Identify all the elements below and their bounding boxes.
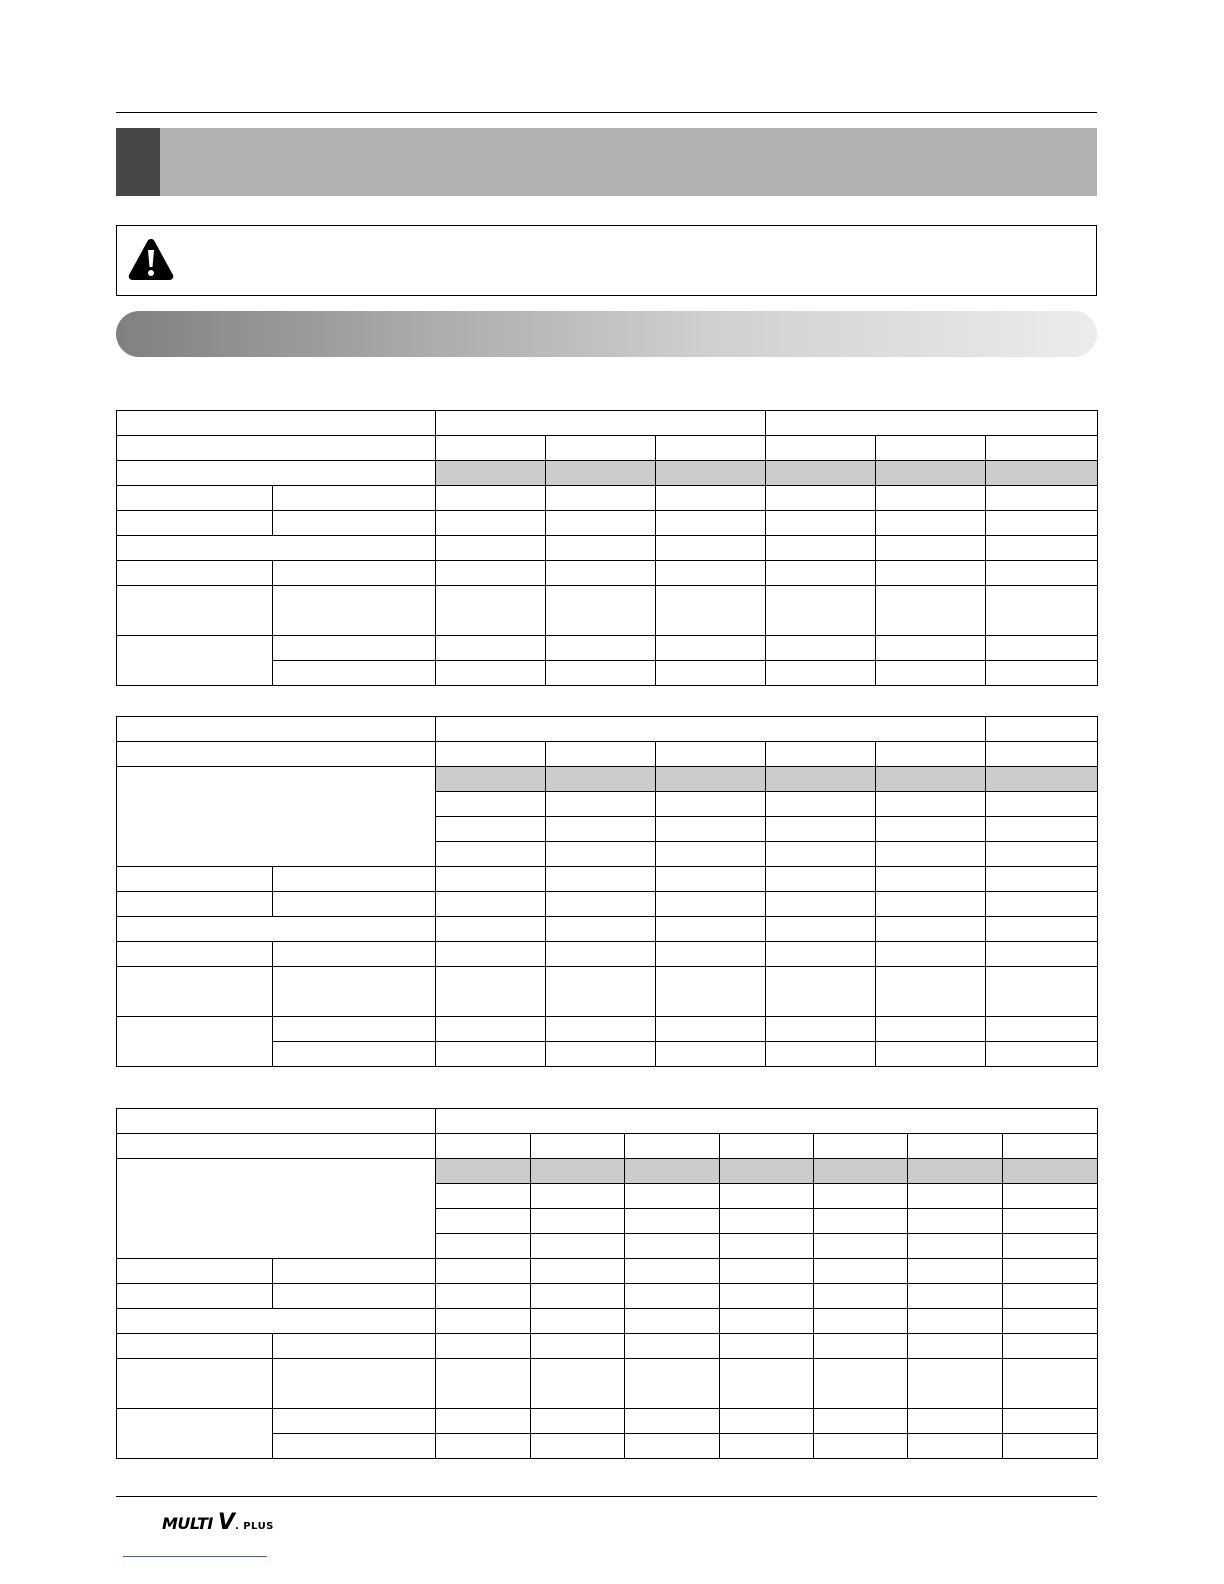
brand-logo [162,1510,274,1534]
table-row [117,867,1098,892]
table-row [117,1159,1098,1184]
table-row [117,1109,1098,1134]
logo-main-text: MULTI [162,1514,218,1533]
warning-triangle-icon [127,236,175,282]
table-row [117,1134,1098,1159]
top-rule [116,112,1097,113]
caution-box [116,225,1097,296]
table-row [117,1017,1098,1042]
table-row [117,717,1098,742]
table-row [117,1309,1098,1334]
table-row [117,586,1098,636]
table-row [117,742,1098,767]
footer-link-underline[interactable] [123,1556,267,1557]
table-row [117,436,1098,461]
table-row [117,411,1098,436]
table-row [117,1359,1098,1409]
table-row [117,1334,1098,1359]
table-row [117,486,1098,511]
logo-v-text: V [217,1510,235,1535]
table-row [117,1284,1098,1309]
spec-table-1 [116,410,1098,686]
spec-table-3 [116,1108,1098,1459]
table-row [117,461,1098,486]
table-row [117,942,1098,967]
table-row [117,536,1098,561]
table-row [117,636,1098,661]
table-row [117,511,1098,536]
title-accent-block [116,128,160,196]
table-row [117,561,1098,586]
table-row [117,967,1098,1017]
table-row [117,917,1098,942]
page-title-bar [116,128,1097,196]
table-row [117,767,1098,792]
footer-rule [116,1496,1097,1497]
spec-table-2 [116,716,1098,1067]
table-row [117,1259,1098,1284]
table-row [117,892,1098,917]
logo-plus-text: . PLUS [234,1521,274,1532]
table-row [117,1409,1098,1434]
section-heading-bar [116,311,1097,357]
